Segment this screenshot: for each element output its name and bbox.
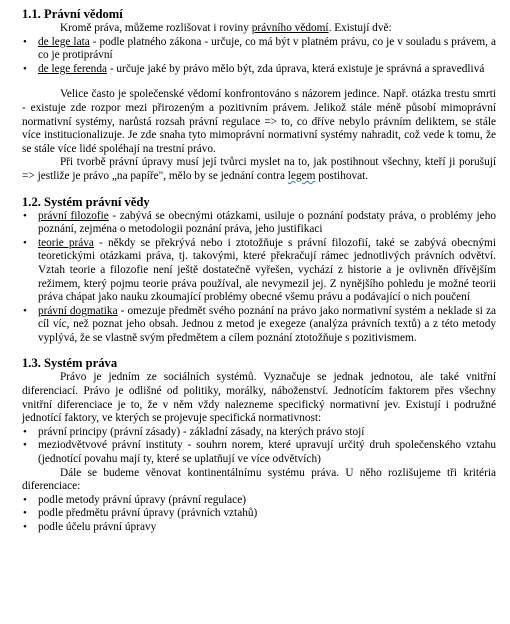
section-title: 1.3. Systém práva: [22, 356, 118, 371]
section-intro: [22, 22, 496, 36]
intro-underlined-term: právního vědomí: [251, 22, 329, 34]
section-title: 1.1. Právní vědomí: [22, 7, 123, 21]
list-item: [22, 494, 496, 508]
section-system-prava: [22, 356, 496, 534]
bullet-icon: •: [23, 304, 27, 317]
list-item-term: právní dogmatika: [38, 304, 118, 317]
intro-text-post: . Existují dvě:: [328, 22, 392, 34]
list-item: [22, 237, 496, 305]
list-item-text: podle metody právní úpravy (právní regulace): [38, 493, 246, 506]
list-item-text: - někdy se překrývá nebo i ztotožňuje s právní filozofií, také se zabývá obecnými teoretickými otázkami práva, tj. takovými, které překračují rámec jednotlivých právních odvětví. Vztah teorie a filozofie není ještě dostatečně vyřešen, vychází z historie a je ovlivněn dřívějším režimem, který pojmu teorie práva používal, ale nevymezil jej. Z nynějšího pohledu je možné teorii práva chápat jako nauku zkoumající problémy obecné všemu právu a podávající o nich poučení: [38, 236, 496, 304]
spellcheck-word: legem: [287, 169, 316, 182]
paragraph: Právo je jedním ze sociálních systémů. Vyznačuje se jednak jednotou, ale také vnitřní diferenciací. Právo je odlišné od politiky, morálky, náboženství. Jednotícím faktorem přes všechny vnitřní diferenciace je to, že v něm vždy nalezneme specifický normativní jev. Existují i podružné jednotící faktory, ve kterých se projevuje specifická normativnost:: [22, 371, 496, 425]
paragraph: Dále se budeme věnovat kontinentálnímu systému práva. U něho rozlišujeme tři kritéria diferenciace:: [22, 466, 496, 493]
bullet-icon: •: [23, 507, 27, 520]
list-item-text: podle předmětu právní úpravy (právních vztahů): [38, 507, 258, 520]
list-item: [22, 305, 496, 346]
list-item: [22, 521, 496, 535]
list-item: [22, 63, 496, 77]
list-item: [22, 36, 496, 63]
bullet-icon: •: [23, 236, 27, 249]
bullet-icon: •: [23, 62, 27, 75]
section-system-pravni-vedy: [22, 195, 496, 346]
paragraph-text-post: postihovat.: [315, 169, 369, 182]
list-item-text: - určuje jaké by právo mělo být, zda úprava, která existuje je správná a spravedlivá: [107, 62, 485, 75]
bullet-list: [22, 210, 496, 346]
list-item-term: de lege ferenda: [38, 62, 107, 75]
list-item-text: - podle platného zákona - určuje, co má být v platném právu, co je v souladu s právem, a co je protiprávní: [38, 35, 496, 62]
list-item: [22, 439, 496, 466]
bullet-icon: •: [23, 35, 27, 48]
bullet-icon: •: [23, 209, 27, 222]
list-item-term: teorie práva: [38, 236, 94, 249]
section-pravni-vedomi: [22, 7, 496, 184]
bullet-icon: •: [23, 493, 27, 506]
list-item-text: - zabývá se obecnými otázkami, usiluje o poznání podstaty práva, o problémy jeho poznání, zejména o metodologii poznání práva, jeho justifikaci: [38, 209, 496, 236]
list-item: [22, 507, 496, 521]
bullet-list: [22, 426, 496, 467]
section-title: 1.2. Systém právní vědy: [22, 194, 150, 209]
paragraph-text-pre: Při tvorbě právní úpravy musí její tvůrci myslet na to, jak postihnout všechny, kteří ji porušují => jestliže je právo „na papíře", mělo by se jednání contra: [22, 156, 496, 182]
bullet-icon: •: [23, 439, 27, 452]
list-item-text: právní principy (právní zásady) - základní zásady, na kterých právo stojí: [38, 425, 365, 438]
list-item: [22, 210, 496, 237]
list-item-text: podle účelu právní úpravy: [38, 521, 157, 533]
bullet-list: [22, 494, 496, 535]
paragraph: [22, 156, 496, 183]
list-item-term: de lege lata: [38, 35, 90, 48]
bullet-icon: •: [23, 425, 27, 438]
list-item-text: - omezuje předmět svého poznání na právo jako normativní systém a neklade si za cíl víc, než poznat jeho obsah. Jednou z metod je exegeze (analýza právních textů) a z této metody vyplývá, že se vlastně svým předmětem a cílem poznání ztotožňuje s pozitivismem.: [38, 304, 497, 344]
list-item-term: právní filozofie: [38, 209, 109, 222]
bullet-icon: •: [23, 521, 27, 533]
list-item: [22, 426, 496, 440]
bullet-list: [22, 36, 496, 77]
paragraph: Velice často je společenské vědomí konfrontováno s názorem jedince. Např. otázka trestu smrti - existuje zde rozpor mezi přirozeným a pozitivním právem. Jelikož stále méně působí mimoprávní normativní systémy, narůstá rozsah právní regulace => to, co dříve nebylo právním deliktem, se stále více institucionalizuje. Je zde snaha tyto mimoprávní normativní systémy nahradit, což vede k tomu, že se stále více lidé spoléhají na trestní právo.: [22, 88, 496, 155]
intro-text-pre: Kromě práva, můžeme rozlišovat i roviny: [60, 22, 252, 34]
list-item-text: meziodvětvové právní instituty - souhrn norem, které upravují určitý druh společenského vztahu (jednotící povahu mají ty, které se uplatňují ve více odvětvích): [38, 439, 496, 466]
